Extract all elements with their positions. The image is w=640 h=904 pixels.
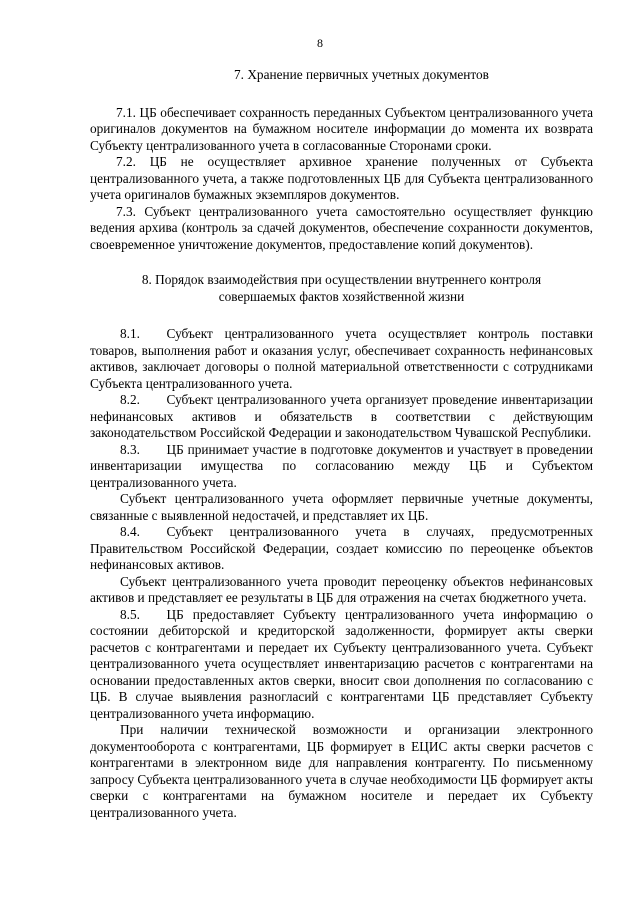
page-number: 8 [317, 36, 323, 50]
section-8 [90, 272, 593, 821]
section-7-heading: 7. Хранение первичных учетных документов [234, 67, 489, 82]
section-8-heading-line-2: совершаемых фактов хозяйственной жизни [218, 288, 465, 304]
document-body [90, 67, 593, 821]
paragraph-8-5-continued: При наличии технической возможности и организации электронного документооборота с контрагентами, ЦБ формирует в ЕЦИС акты сверки расчетов с контрагентами в электронном виде для направления контрагенту. По письменному запросу Субъекта централизованного учета в случае необходимости ЦБ формирует акты сверки с контрагентами на бумажном носителе и передает их Субъекту централизованного учета. [90, 722, 593, 820]
paragraph-7-2: 7.2. ЦБ не осуществляет архивное хранение полученных от Субъекта централизованного учета, а также подготовленных ЦБ для Субъекта централизованного учета оригиналов бумажных экземпляров документов. [90, 154, 593, 202]
paragraph-8-5: 8.5. ЦБ предоставляет Субъекту централизованного учета информацию о состоянии дебиторской и кредиторской задолженности, формирует акты сверки расчетов с контрагентами и передает их Субъекту централизованного учета. Субъект централизованного учета осуществляет инвентаризацию расчетов с контрагентами на основании предоставленных актов сверки, вносит свои дополнения по согласованию с ЦБ. В случае выявления разногласий с контрагентами ЦБ представляет Субъекту централизованного учета информацию. [90, 606, 593, 721]
section-8-heading-line-1: 8. Порядок взаимодействия при осуществлении внутреннего контроля [141, 272, 542, 287]
paragraph-7-1: 7.1. ЦБ обеспечивает сохранность переданных Субъектом централизованного учета оригиналов документов на бумажном носителе информации до момента их возврата Субъекту централизованного учета в согласованные Сторонами сроки. [90, 104, 593, 153]
section-7 [90, 67, 593, 253]
paragraph-8-3: 8.3. ЦБ принимает участие в подготовке документов и участвует в проведении инвентаризации имущества по согласованию между ЦБ и Субъектом централизованного учета. [90, 441, 593, 490]
section-8-heading [90, 272, 593, 305]
paragraph-7-3: 7.3. Субъект централизованного учета самостоятельно осуществляет функцию ведения архива (контроль за сдачей документов, обеспечение сохранности документов, своевременное уничтожение документов, предоставление копий документов). [90, 203, 593, 252]
paragraph-8-3-continued: Субъект централизованного учета оформляет первичные учетные документы, связанные с выявленной недостачей, и представляет их ЦБ. [90, 491, 593, 523]
paragraph-8-2: 8.2. Субъект централизованного учета организует проведение инвентаризации нефинансовых активов и обязательств в соответствии с действующим законодательством Российской Федерации и законодательством Чувашской Республики. [90, 392, 593, 440]
paragraph-8-1: 8.1. Субъект централизованного учета осуществляет контроль поставки товаров, выполнения работ и оказания услуг, обеспечивает сохранность нефинансовых активов, заключает договоры о полной материальной ответственности с сотрудниками Субъекта централизованного учета. [90, 326, 593, 391]
paragraph-8-4-continued: Субъект централизованного учета проводит переоценку объектов нефинансовых активов и представляет ее результаты в ЦБ для отражения на счетах бюджетного учета. [90, 573, 593, 605]
paragraph-8-4: 8.4. Субъект централизованного учета в случаях, предусмотренных Правительством Российской Федерации, создает комиссию по переоценке объектов нефинансовых активов. [90, 524, 593, 572]
